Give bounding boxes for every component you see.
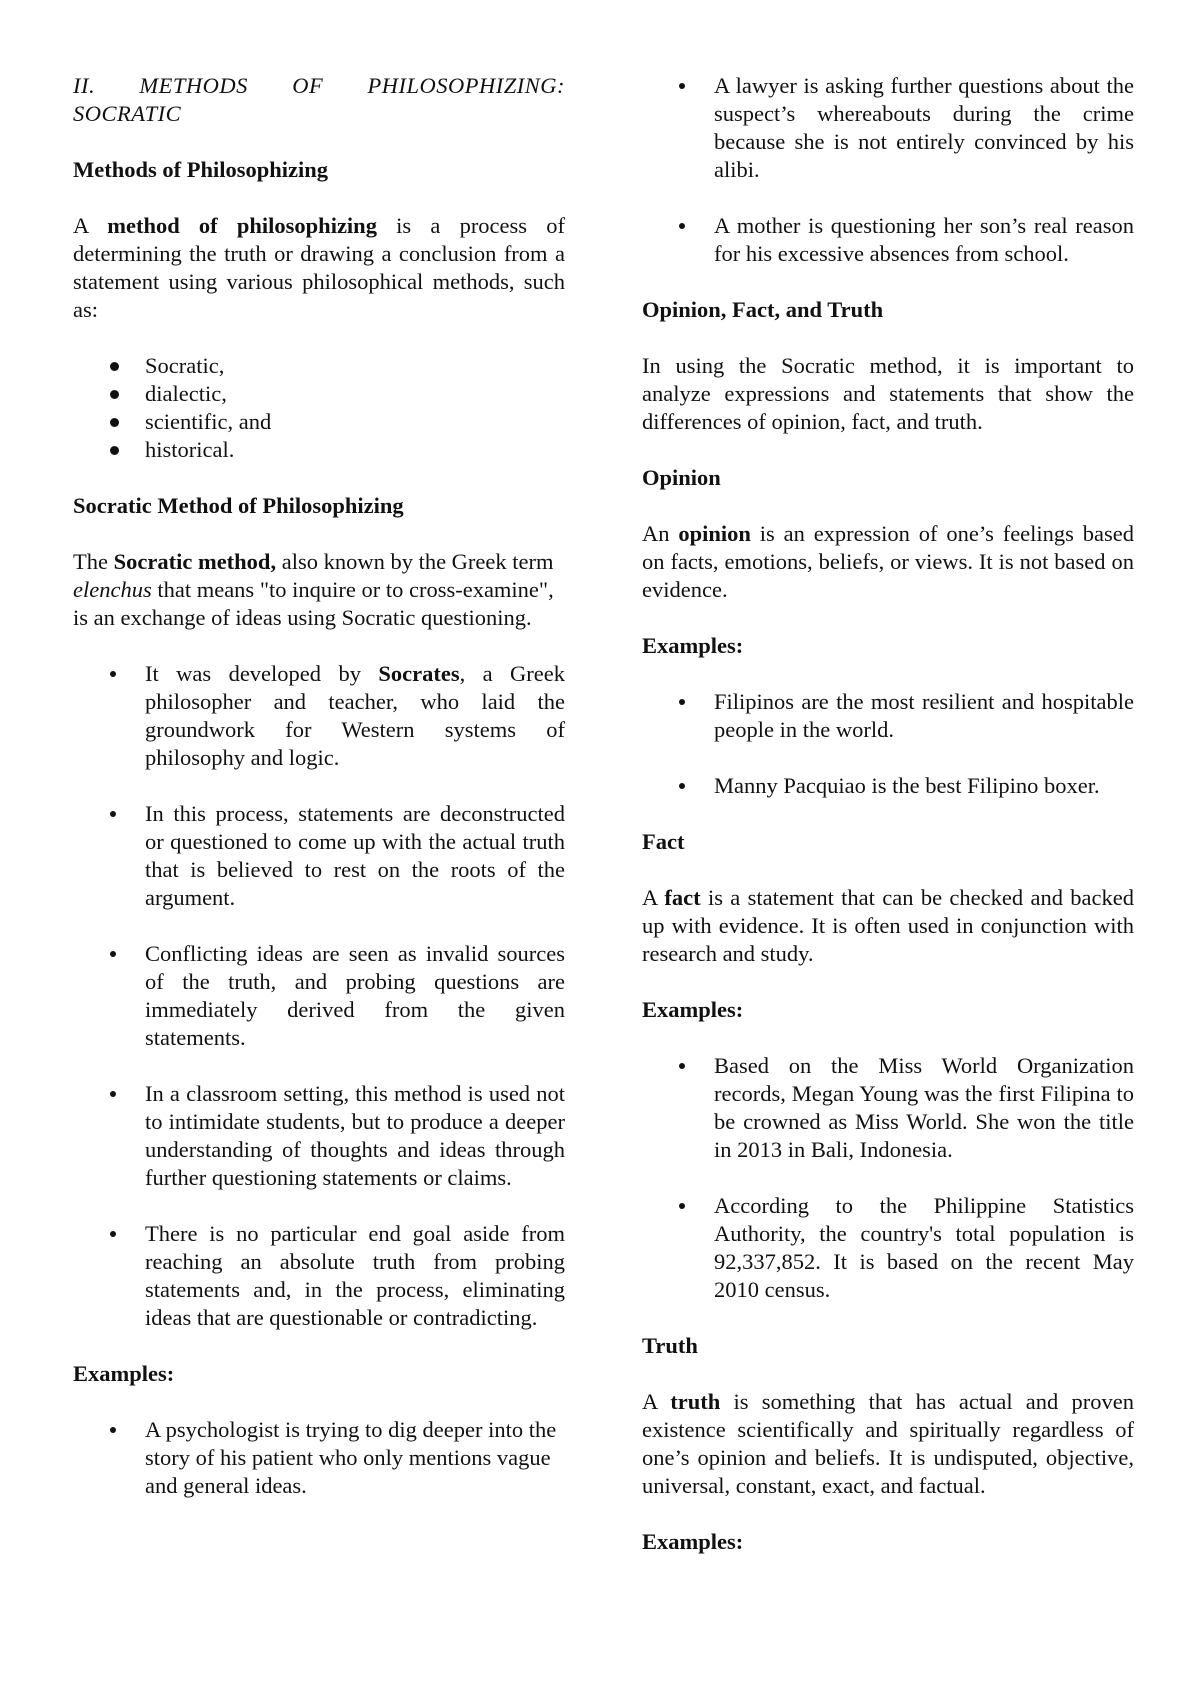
bullet1-pre: It was developed by [145, 661, 379, 686]
opinion-pre: An [642, 521, 679, 546]
socratic-mid: also known by the Greek term [276, 549, 554, 574]
truth-post: is something that has actual and proven existence scientifically and spiritually regardless of one’s opinion and beliefs. It is undisputed, objective, universal, constant, exact, and factual. [642, 1389, 1134, 1498]
list-item: A lawyer is asking further questions about the suspect’s whereabouts during the crime because she is not entirely convinced by his alibi. [714, 73, 1134, 182]
list-item: Filipinos are the most resilient and hospitable people in the world. [714, 689, 1134, 742]
list-item: dialectic, [145, 380, 565, 408]
list-item: In this process, statements are deconstructed or questioned to come up with the actual truth that is believed to rest on the roots of the argument. [145, 801, 565, 910]
fact-pre: A [642, 885, 665, 910]
socratic-italic: elenchus [73, 577, 152, 602]
methods-heading: Methods of Philosophizing [73, 157, 329, 182]
socratic-bullets [73, 660, 565, 1332]
examples-list [73, 1416, 565, 1500]
opinion-examples-heading: Examples: [642, 633, 744, 658]
opinion-post: is an expression of one’s feelings based on facts, emotions, beliefs, or views. It is not based on evidence. [642, 521, 1135, 602]
fact-examples [642, 1052, 1134, 1304]
opinion-definition [642, 520, 1134, 604]
list-item: According to the Philippine Statistics Authority, the country's total population is 92,337,852. It is based on the recent May 2010 census. [714, 1193, 1134, 1302]
opinion-examples [642, 688, 1134, 800]
opinion-heading: Opinion [642, 465, 721, 490]
methods-intro [73, 212, 565, 324]
list-item [145, 660, 565, 772]
intro-pre: A [73, 213, 108, 238]
list-item: A mother is questioning her son’s real reason for his excessive absences from school. [714, 213, 1134, 266]
socratic-definition [73, 548, 565, 632]
methods-list [73, 352, 565, 464]
list-item: There is no particular end goal aside from reaching an absolute truth from probing statements and, in the process, eliminating ideas that are questionable or contradicting. [145, 1221, 565, 1330]
list-item: Based on the Miss World Organization records, Megan Young was the first Filipina to be crowned as Miss World. She won the title in 2013 in Bali, Indonesia. [714, 1053, 1134, 1162]
fact-post: is a statement that can be checked and backed up with evidence. It is often used in conjunction with research and study. [642, 885, 1134, 966]
truth-pre: A [642, 1389, 671, 1414]
list-item: Conflicting ideas are seen as invalid sources of the truth, and probing questions are immediately derived from the given statements. [145, 941, 565, 1050]
truth-heading: Truth [642, 1333, 698, 1358]
truth-bold: truth [670, 1389, 721, 1414]
list-item: historical. [145, 436, 565, 464]
fact-examples-heading: Examples: [642, 997, 744, 1022]
bullet1-post: , a Greek philosopher and teacher, who laid the groundwork for Western systems of philosophy and logic. [145, 661, 565, 770]
list-item: Manny Pacquiao is the best Filipino boxer. [714, 772, 1134, 800]
fact-bold: fact [664, 885, 701, 910]
section-title-line1: II. METHODS OF PHILOSOPHIZING: [73, 73, 565, 98]
section-title [73, 72, 565, 100]
oft-body: In using the Socratic method, it is important to analyze expressions and statements that show the differences of opinion, fact, and truth. [642, 353, 1134, 434]
intro-post: is a process of determining the truth or drawing a conclusion from a statement using various philosophical methods, such as: [73, 213, 565, 322]
oft-heading: Opinion, Fact, and Truth [642, 297, 884, 322]
socratic-bold: Socratic method, [113, 549, 277, 574]
socratic-post: that means "to inquire or to cross-examine", is an exchange of ideas using Socratic questioning. [73, 577, 554, 630]
intro-bold: method of philosophizing [107, 213, 377, 238]
opinion-bold: opinion [678, 521, 751, 546]
fact-definition [642, 884, 1134, 968]
section-title-line2: SOCRATIC [73, 101, 182, 126]
section-title-line2-wrap [73, 100, 565, 128]
examples-heading: Examples: [73, 1361, 175, 1386]
list-item: In a classroom setting, this method is used not to intimidate students, but to produce a deeper understanding of thoughts and ideas through further questioning statements or claims. [145, 1081, 565, 1190]
fact-heading: Fact [642, 829, 685, 854]
socratic-pre: The [73, 549, 114, 574]
truth-definition [642, 1388, 1134, 1500]
bullet1-bold: Socrates [378, 661, 460, 686]
socratic-heading: Socratic Method of Philosophizing [73, 493, 404, 518]
examples-list-continued [642, 72, 1134, 268]
right-column [642, 72, 1134, 1584]
left-column [73, 72, 565, 1528]
truth-examples-heading: Examples: [642, 1529, 744, 1554]
list-item: A psychologist is trying to dig deeper into the story of his patient who only mentions vague and general ideas. [145, 1416, 565, 1500]
list-item: Socratic, [145, 352, 565, 380]
list-item: scientific, and [145, 408, 565, 436]
